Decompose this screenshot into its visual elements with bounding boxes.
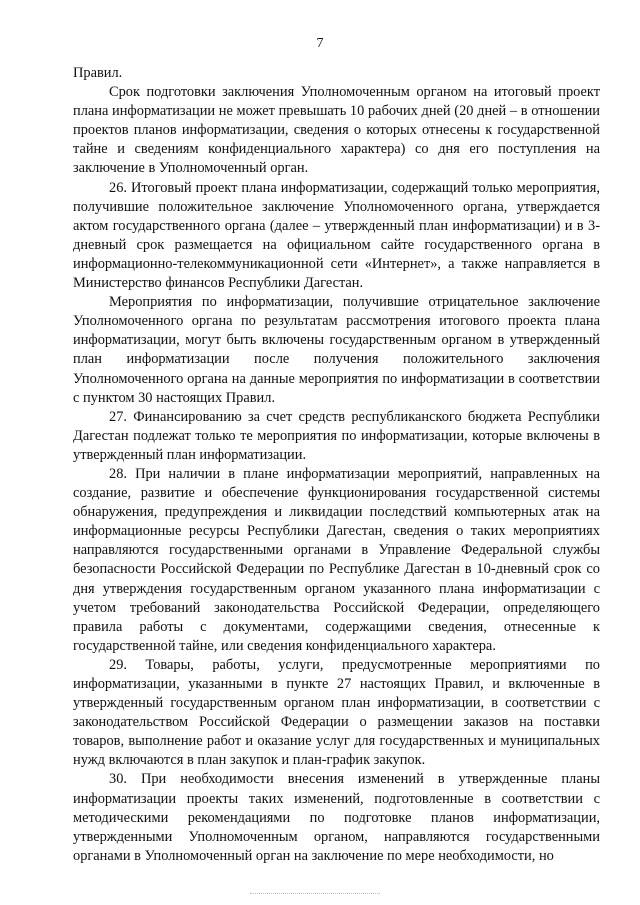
paragraph: 30. При необходимости внесения изменений в утвержденные планы информатизации проекты таких изменений, подготовленные в соответствии с методическими рекомендациями по подготовке планов информатизации, утвержденными Уполномоченным органом, направляются государственными органами в Уполномоченный орган на заключение по мере необходимости, но xyxy=(73,771,600,864)
page-number: 7 xyxy=(316,36,324,51)
paragraph: 26. Итоговый проект плана информатизации, содержащий только мероприятия, получившие положительное заключение Уполномоченного органа, утверждается актом государственного органа (далее – утвержденный план информатизации) и в 3-дневный срок размещается на официальном сайте государственного органа в информационно-телекоммуникационной сети «Интернет», а также направляется в Министерство финансов Республики Дагестан. xyxy=(73,179,600,292)
paragraph: Правил. xyxy=(73,65,123,81)
paragraph: 29. Товары, работы, услуги, предусмотренные мероприятиями по информатизации, указанными в пункте 27 настоящих Правил, и включенные в утвержденный государственным органом план информатизации, в соответствии с законодательством Российской Федерации о размещении заказов на поставки товаров, выполнение работ и оказание услуг для государственных и муниципальных нужд включаются в план закупок и план-график закупок. xyxy=(73,656,600,769)
paragraph: 27. Финансированию за счет средств республиканского бюджета Республики Дагестан подлежат только те мероприятия по информатизации, которые включены в утвержденный план информатизации. xyxy=(73,408,600,463)
footer-divider xyxy=(250,893,380,894)
paragraph: Мероприятия по информатизации, получившие отрицательное заключение Уполномоченного органа по результатам рассмотрения итогового проекта плана информатизации, могут быть включены государственным органом в утвержденный план информатизации после получения положительного заключения Уполномоченного органа на данные мероприятия по информатизации в соответствии с пунктом 30 настоящих Правил. xyxy=(73,294,600,406)
paragraph: Срок подготовки заключения Уполномоченным органом на итоговый проект плана информатизации не может превышать 10 рабочих дней (20 дней – в отношении проектов планов информатизации, сведения о которых отнесены к государственной тайне и сведениям конфиденциального характера) со дня его поступления на заключение в Уполномоченный орган. xyxy=(73,84,600,177)
paragraph: 28. При наличии в плане информатизации мероприятий, направленных на создание, развитие и обеспечение функционирования государственной системы обнаружения, предупреждения и ликвидации последствий компьютерных атак на информационные ресурсы Республики Дагестан, сведения о таких мероприятиях направляются государственными органами в Управление Федеральной службы безопасности Российской Федерации по Республике Дагестан в 10-дневный срок со дня утверждения государственным органом указанного плана информатизации с учетом требований законодательства Российской Федерации, определяющего правила работы с документами, содержащими сведения, отнесенные к государственной тайне, или сведения конфиденциального характера. xyxy=(73,465,600,654)
document-body xyxy=(73,64,600,866)
